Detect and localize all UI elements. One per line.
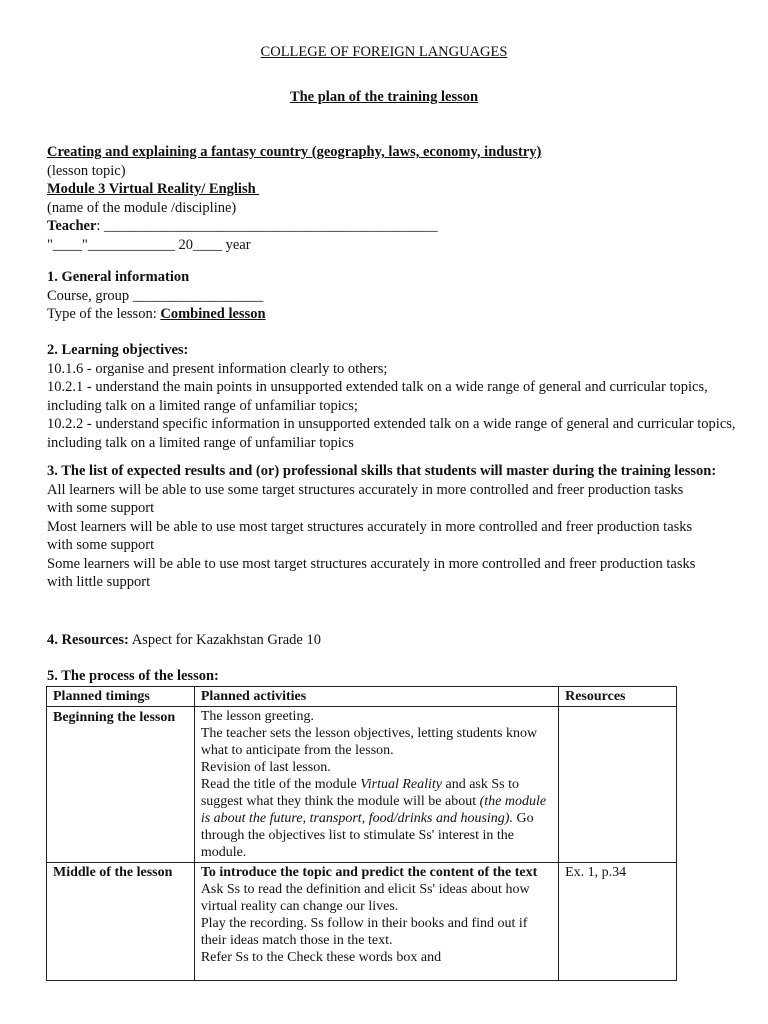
results-heading: 3. The list of expected results and (or) professional skills that students will master during the training lesson:: [47, 463, 717, 479]
resources-label: 4. Resources:: [47, 632, 129, 648]
timing-cell: Beginning the lesson: [47, 707, 195, 863]
column-header: Resources: [559, 687, 677, 707]
general-section: [47, 268, 727, 324]
module-title-italic: Virtual Reality: [360, 777, 442, 792]
text: Read the title of the module: [200, 777, 361, 792]
process-heading: 5. The process of the lesson:: [47, 668, 219, 684]
teacher-line: [47, 217, 727, 236]
activity-line: Refer Ss to the Check these words box and: [200, 950, 442, 965]
resources-line: [47, 631, 727, 650]
resource-cell: Ex. 1, p.34: [559, 863, 677, 981]
timing-cell: Middle of the lesson: [47, 863, 195, 981]
objective-item: 10.1.6 - organise and present information clearly to others;: [47, 360, 388, 377]
objective-item: 10.2.1 - understand the main points in unsupported extended talk on a wide range of general and curricular topics, including talk on a limited range of unfamiliar topics;: [47, 379, 708, 414]
resource-cell: [559, 707, 677, 863]
general-heading: 1. General information: [47, 269, 190, 285]
activity-line: [201, 776, 552, 861]
plan-title: The plan of the training lesson: [289, 89, 479, 105]
activity-heading: To introduce the topic and predict the content of the text: [200, 865, 538, 880]
result-item: All learners will be able to use some target structures accurately in more controlled and freer production tasks with some support: [47, 481, 684, 516]
result-item: Some learners will be able to use most target structures accurately in more controlled and freer production tasks with little support: [47, 555, 696, 590]
activity-line: Ask Ss to read the definition and elicit Ss' ideas about how virtual reality can change our lives.: [200, 882, 530, 914]
objectives-heading: 2. Learning objectives:: [47, 342, 189, 358]
table-row: [47, 863, 677, 981]
objective-item: 10.2.2 - understand specific information in unsupported extended talk on a wide range of general and curricular topics, including talk on a limited range of unfamiliar topics: [47, 416, 736, 451]
lesson-topic: Creating and explaining a fantasy country (geography, laws, economy, industry): [47, 144, 542, 160]
teacher-label: Teacher: [47, 218, 97, 234]
course-group: Course, group __________________: [47, 287, 264, 304]
lesson-process-table: [46, 686, 677, 981]
table-header-row: [47, 687, 677, 707]
teacher-field: : ______________________________________________: [96, 218, 438, 234]
topic-section: [47, 143, 727, 254]
lesson-topic-note: (lesson topic): [47, 162, 126, 179]
lesson-type-label: Type of the lesson:: [47, 306, 161, 322]
activity-line: Play the recording. Ss follow in their books and find out if their ideas match those in the text.: [200, 916, 528, 948]
activities-cell: [194, 863, 558, 981]
objectives-section: [47, 341, 737, 452]
activity-line: Revision of last lesson.: [200, 760, 331, 775]
text: Go through the objectives list to stimulate Ss' interest in the module.: [200, 811, 538, 860]
module-name: Module 3 Virtual Reality/ English: [47, 181, 260, 197]
results-section: [47, 462, 737, 592]
lesson-type: [47, 305, 727, 324]
text: and ask Ss to suggest what they think the module will be about: [200, 777, 523, 809]
module-topics-italic: (the module is about the future, transport, food/drinks and housing).: [200, 794, 547, 826]
activity-line: The teacher sets the lesson objectives, letting students know what to anticipate from the lesson.: [200, 726, 538, 758]
activity-line: The lesson greeting.: [200, 709, 314, 724]
lesson-type-value: Combined lesson: [160, 306, 266, 322]
column-header: Planned activities: [194, 687, 558, 707]
table-row: [47, 707, 677, 863]
college-name: COLLEGE OF FOREIGN LANGUAGES: [260, 44, 508, 60]
module-note: (name of the module /discipline): [47, 199, 237, 216]
column-header: Planned timings: [47, 687, 195, 707]
resources-value: Aspect for Kazakhstan Grade 10: [128, 632, 321, 648]
activities-cell: [194, 707, 558, 863]
date-line: "____"____________ 20____ year: [47, 236, 251, 253]
result-item: Most learners will be able to use most target structures accurately in more controlled and freer production tasks with some support: [47, 518, 693, 553]
